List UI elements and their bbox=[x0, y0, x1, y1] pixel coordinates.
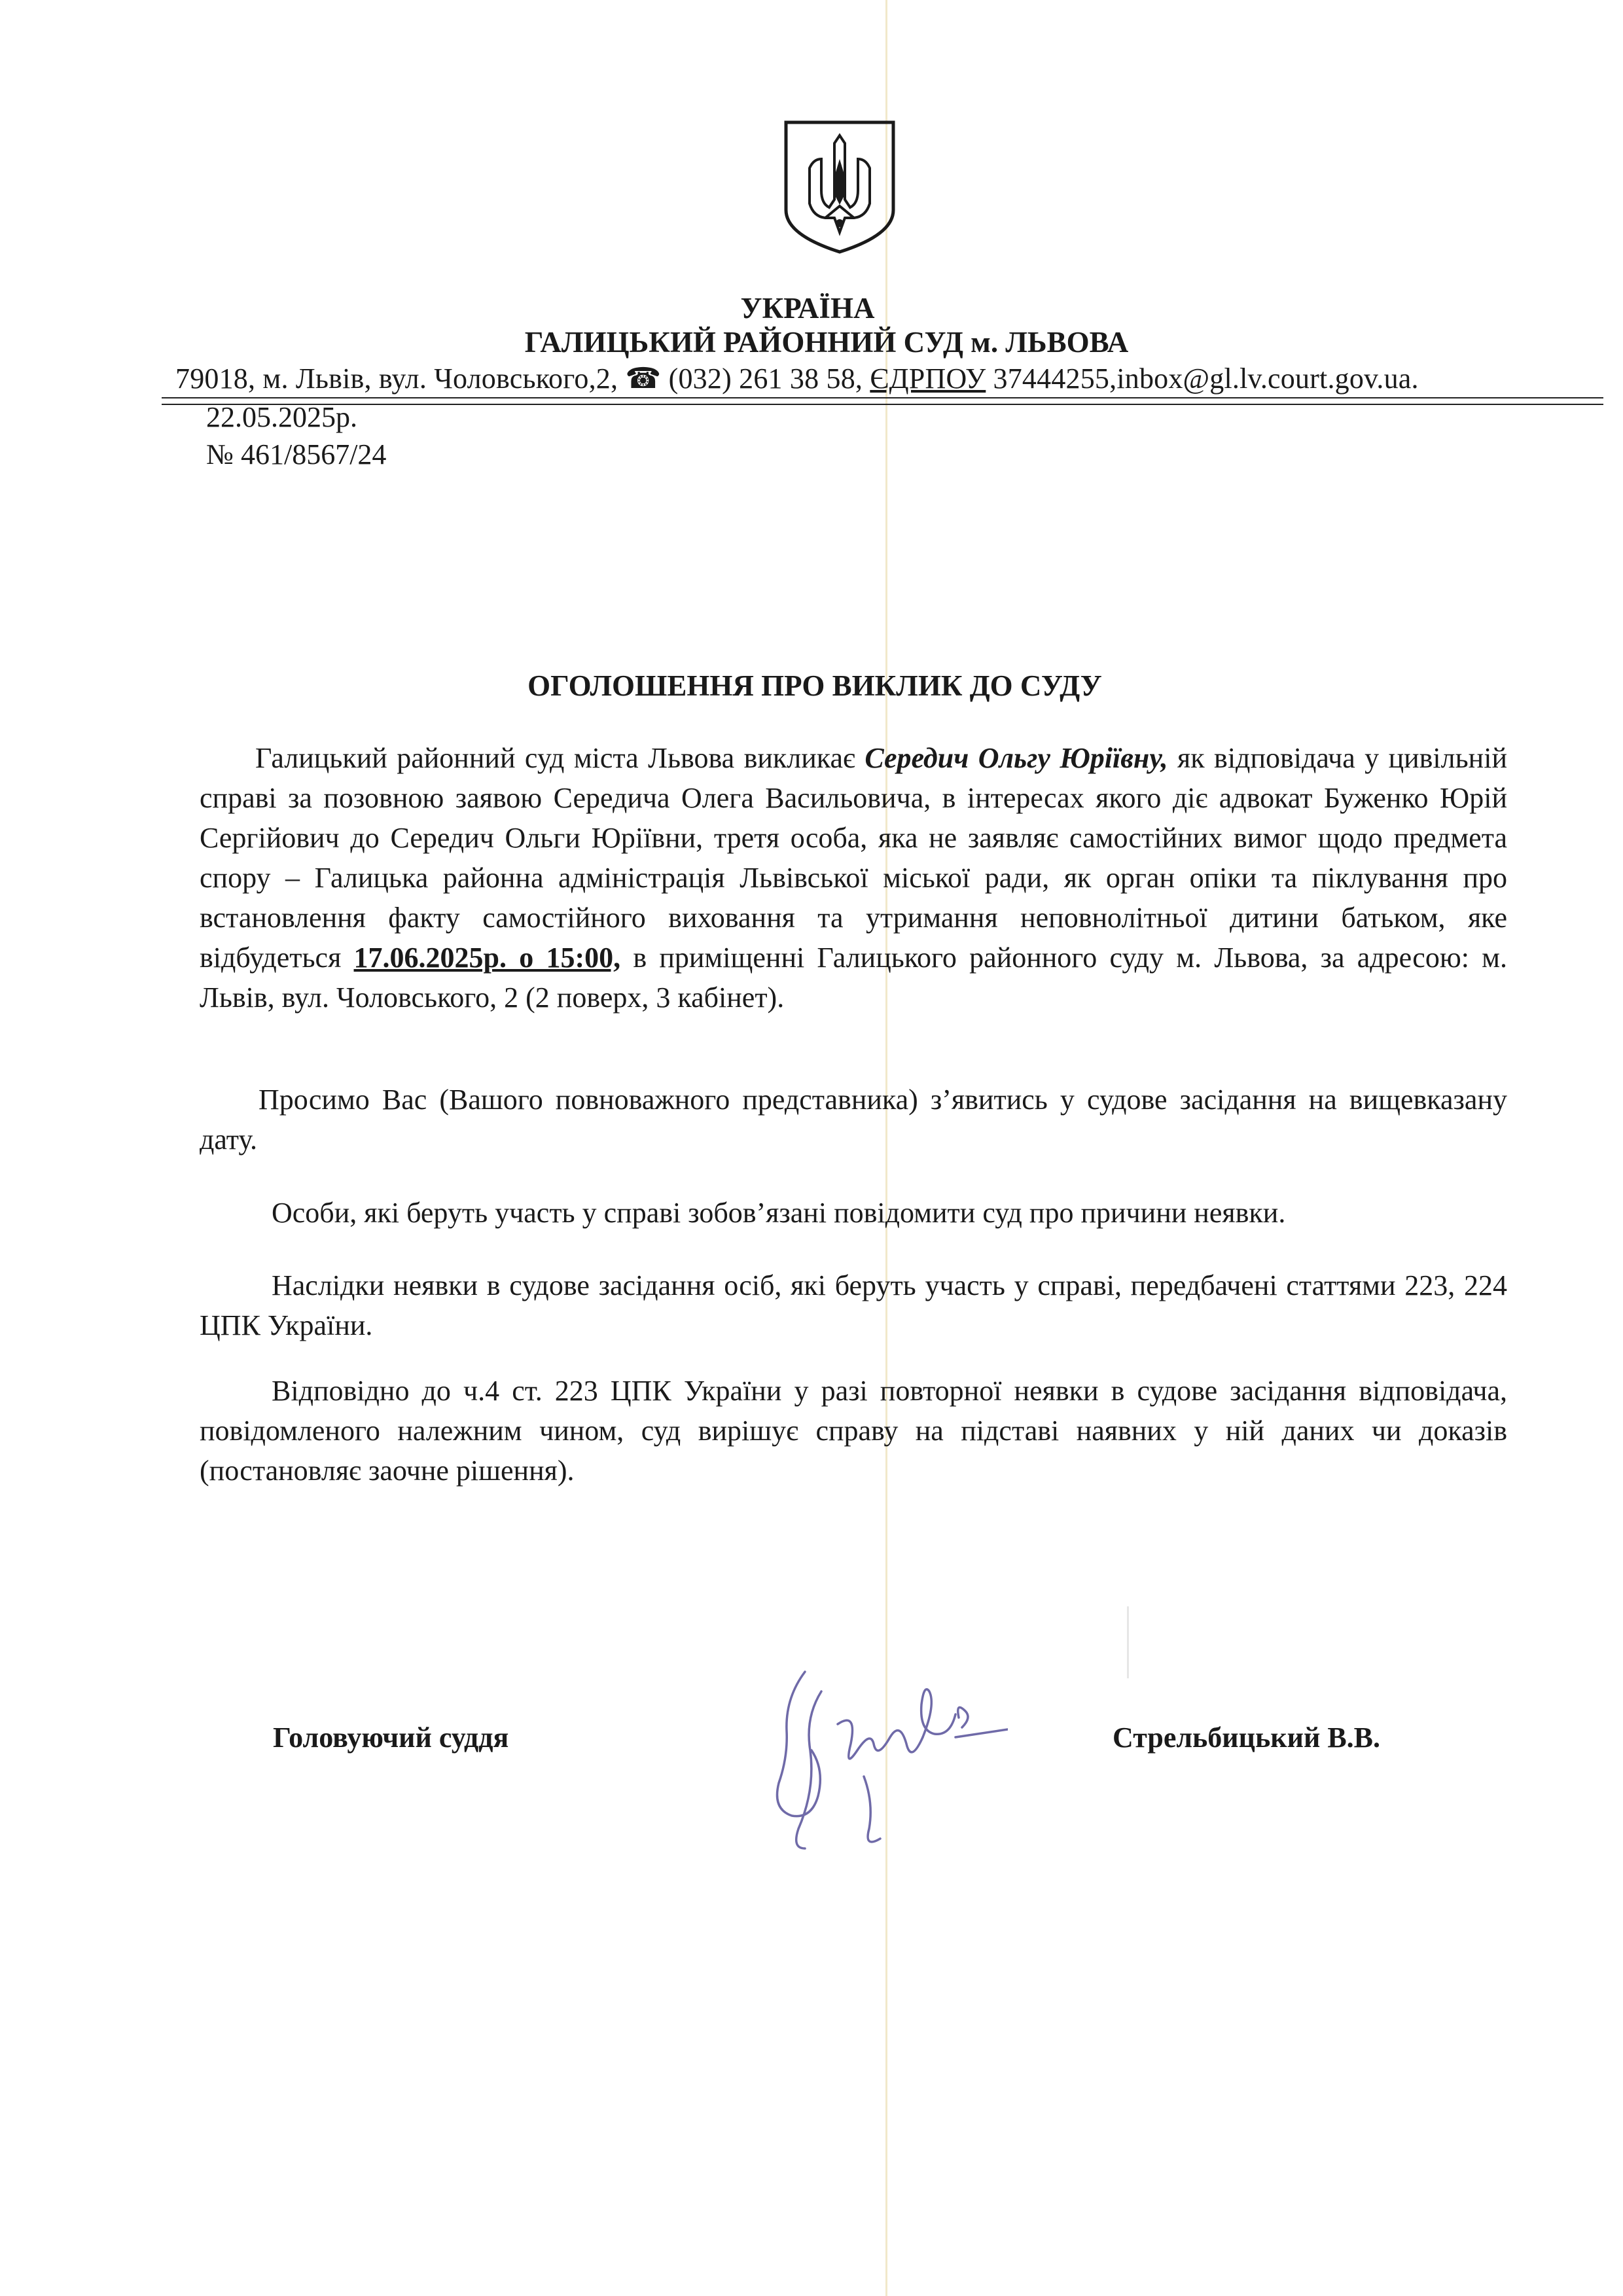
signature-role: Головуючий суддя bbox=[273, 1722, 509, 1754]
edrpou-email: 37444255,inbox@gl.lv.court.gov.ua. bbox=[993, 362, 1419, 395]
phone-icon: ☎ bbox=[625, 362, 662, 395]
header-rule-top bbox=[162, 397, 1603, 398]
p1-body: як відповідача у цивільній справі за позовною заявою Середича Олега Васильовича, в інтересах якого діє адвокат Буженко Юрій Сергійович до Середич Ольги Юріївни, третя особа, яка не заявляє самостійних вимог щодо предмета спору – Галицька районна адміністрація Львівської міської ради, як орган опіки та піклування про встановлення факту самостійного виховання та утримання неповнолітньої дитини батьком, яке відбудеться bbox=[200, 742, 1507, 974]
case-number: № 461/8567/24 bbox=[206, 438, 387, 470]
address-text: 79018, м. Львів, вул. Чоловського,2, bbox=[175, 362, 618, 395]
court-address-line bbox=[175, 362, 1582, 395]
judge-name: Стрельбицький В.В. bbox=[1113, 1722, 1381, 1754]
hearing-datetime: 17.06.2025р. о 15:00, bbox=[353, 942, 621, 974]
scan-artifact-mark bbox=[1127, 1606, 1129, 1678]
paragraph-obligation: Особи, які беруть участь у справі зобов’язані повідомити суд про причини неявки. bbox=[272, 1197, 1286, 1229]
p1-end: в приміщенні Галицького районного суду м. Львова, за адресою: м. Львів, вул. Чоловського, 2 (2 поверх, 3 кабінет). bbox=[200, 942, 1508, 1014]
handwritten-signature bbox=[759, 1652, 1008, 1862]
phone-number: (032) 261 38 58, bbox=[668, 362, 863, 395]
header-rule-bottom bbox=[162, 404, 1603, 405]
p1-intro: Галицький районний суд міста Львова викликає bbox=[255, 742, 865, 774]
coat-of-arms-icon bbox=[782, 120, 897, 255]
court-name-heading: ГАЛИЦЬКИЙ РАЙОННИЙ СУД м. ЛЬВОВА bbox=[524, 326, 1129, 359]
paragraph-summons bbox=[200, 738, 1507, 1017]
paragraph-request: Просимо Вас (Вашого повноважного представника) з’явитись у судове засідання на вищевказану дату. bbox=[200, 1084, 1507, 1156]
document-date: 22.05.2025р. bbox=[206, 401, 357, 433]
paragraph-default-judgment: Відповідно до ч.4 ст. 223 ЦПК України у разі повторної неявки в судове засідання відповідача, повідомленого належним чином, суд вирішує справу на підставі наявних у ній даних чи доказів (постановляє заочне рішення). bbox=[200, 1375, 1507, 1487]
edrpou-label: ЄДРПОУ bbox=[870, 362, 986, 395]
country-heading: УКРАЇНА bbox=[740, 292, 875, 325]
defendant-name: Середич Ольгу Юріївну, bbox=[865, 742, 1168, 774]
paragraph-consequences: Наслідки неявки в судове засідання осіб, які беруть участь у справі, передбачені статтями 223, 224 ЦПК України. bbox=[200, 1269, 1507, 1341]
document-title: ОГОЛОШЕННЯ ПРО ВИКЛИК ДО СУДУ bbox=[527, 669, 1102, 702]
